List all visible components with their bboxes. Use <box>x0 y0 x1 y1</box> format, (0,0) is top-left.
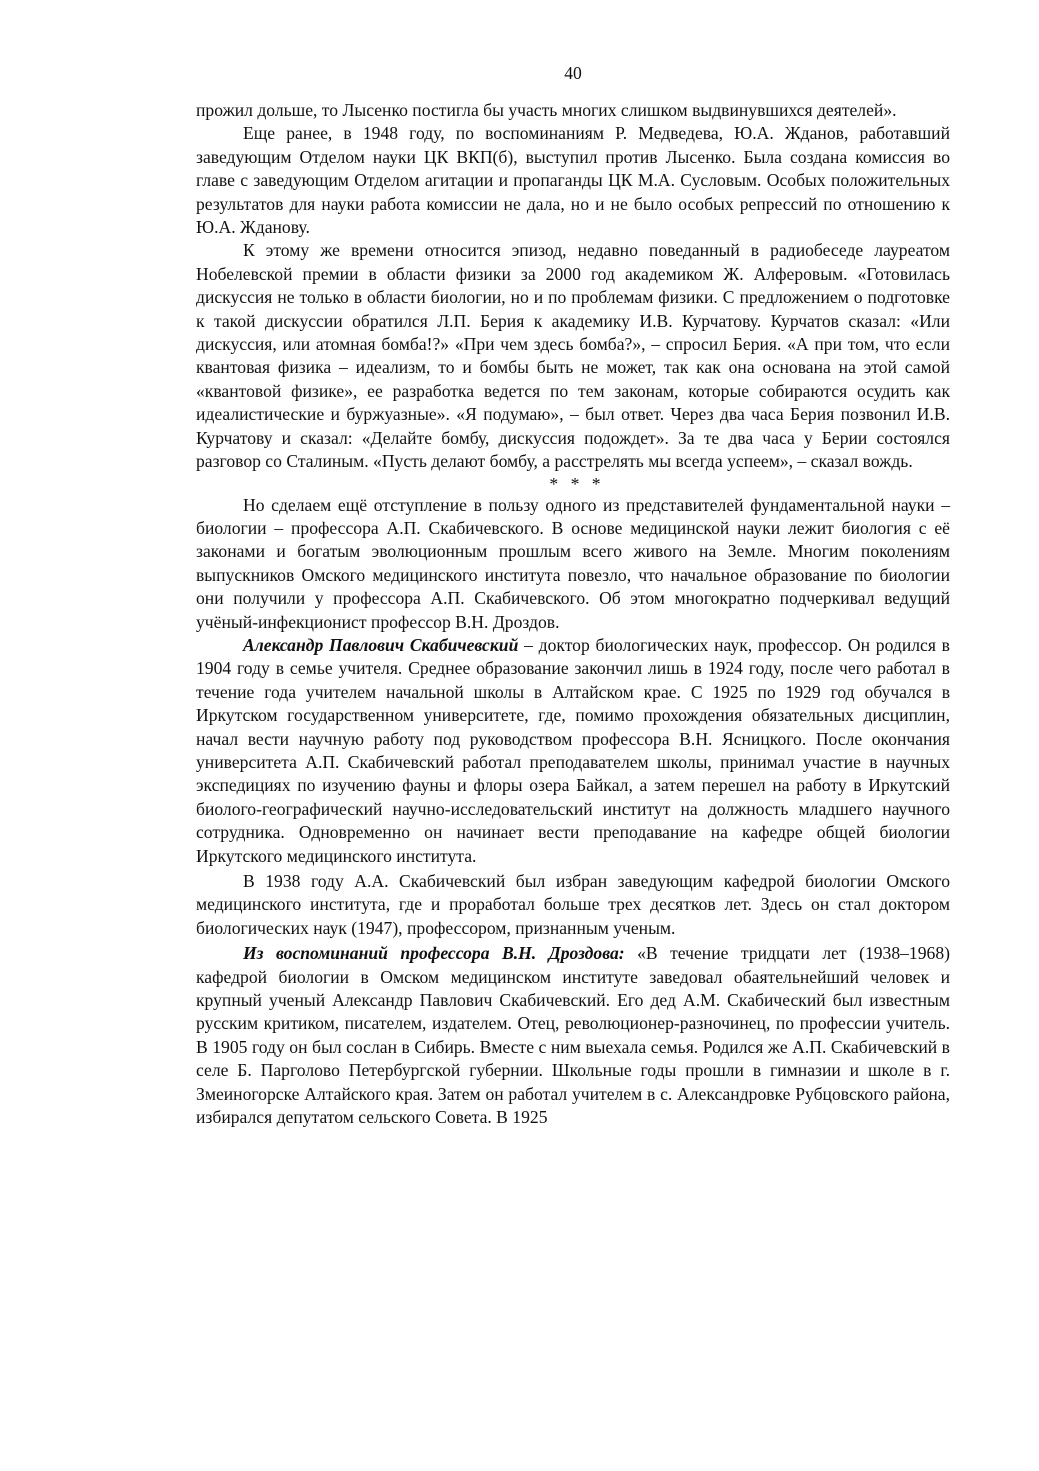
section-separator: * * * <box>549 473 605 494</box>
paragraph-5-text: – доктор биологических наук, профессор. Он родился в 1904 году в семье учителя. Среднее образование закончил лишь в 1924 году, после чего работал в течение года учителем начальной школы в Алтайском крае. С 1925 по 1929 год обучался в Иркутском государственном университете, где, помимо прохождения обязательных дисциплин, начал вести научную работу под руководством профессора В.Н. Ясницкого. После окончания университета А.П. Скабичевский работал преподавателем школы, принимал участие в научных экспедициях по изучению фауны и флоры озера Байкал, а затем перешел на работу в Иркутский биолого-географический научно-исследовательский институт на должность младшего научного сотрудника. Одновременно он начинает вести преподавание на кафедре общей биологии Иркутского медицинского института. <box>196 634 950 866</box>
document-page <box>196 62 950 1129</box>
paragraph-7 <box>196 942 950 1129</box>
paragraph-7-text: «В течение тридцати лет (1938–1968) кафедрой биологии в Омском медицинском институте заведовал обаятельнейший человек и крупный ученый Александр Павлович Скабичевский. Его дед А.М. Скабический был известным русским критиком, писателем, издателем. Отец, революционер-разночинец, по профессии учитель. В 1905 году он был сослан в Сибирь. Вместе с ним выехала семья. Родился же А.П. Скабичевский в селе Б. Парголово Петербургской губернии. Школьные годы прошли в гимназии и школе в г. Змеиногорске Алтайского края. Затем он работал учителем в с. Александровке Рубцовского района, избирался депутатом сельского Совета. В 1925 <box>196 943 950 1128</box>
paragraph-5 <box>196 634 950 868</box>
paragraph-4: Но сделаем ещё отступление в пользу одного из представителей фундаментальной науки – биологии – профессора А.П. Скабичевского. В основе медицинской науки лежит биология с её законами и богатым эволюционным прошлым всего живого на Земле. Многим поколениям выпускников Омского медицинского института повезло, что начальное образование по биологии они получили у профессора А.П. Скабичевского. Об этом многократно подчеркивал ведущий учёный-инфекционист профессор В.Н. Дроздов. <box>196 494 950 632</box>
paragraph-1: прожил дольше, то Лысенко постигла бы участь многих слишком выдвинувшихся деятелей». <box>196 100 897 120</box>
paragraph-7-lead: Из воспоминаний профессора В.Н. Дроздова: <box>243 943 625 964</box>
paragraph-3: К этому же времени относится эпизод, недавно поведанный в радиобеседе лауреатом Нобелевской премии в области физики за 2000 год академиком Ж. Алферовым. «Готовилась дискуссия не только в области биологии, но и по проблемам физики. С предложением о подготовке к такой дискуссии обратился Л.П. Берия к академику И.В. Курчатову. Курчатов сказал: «Или дискуссия, или атомная бомба!?» «При чем здесь бомба?», – спросил Берия. «А при том, что если квантовая физика – идеализм, то и бомбы быть не может, так как она основана на этой самой «квантовой физике», ее разработка ведется по тем законам, которые собираются осудить как идеалистические и буржуазные». «Я подумаю», – был ответ. Через два часа Берия позвонил И.В. Курчатову и сказал: «Делайте бомбу, дискуссия подождет». За те два часа у Берии состоялся разговор со Сталиным. «Пусть делают бомбу, а расстрелять мы всегда успеем», – сказал вождь. <box>196 240 950 472</box>
paragraph-2: Еще ранее, в 1948 году, по воспоминаниям Р. Медведева, Ю.А. Жданов, работавший заведующим Отделом науки ЦК ВКП(б), выступил против Лысенко. Была создана комиссия во главе с заведующим Отделом агитации и пропаганды ЦК М.А. Сусловым. Особых положительных результатов для науки работа комиссии не дала, но и не было особых репрессий по отношению к Ю.А. Жданову. <box>196 123 950 238</box>
paragraph-6: В 1938 году А.А. Скабичевский был избран заведующим кафедрой биологии Омского медицинского института, где и проработал больше трех десятков лет. Здесь он стал доктором биологических наук (1947), профессором, признанным ученым. <box>196 871 950 938</box>
paragraph-5-lead: Александр Павлович Скабичевский <box>243 634 519 655</box>
page-number: 40 <box>564 63 582 83</box>
